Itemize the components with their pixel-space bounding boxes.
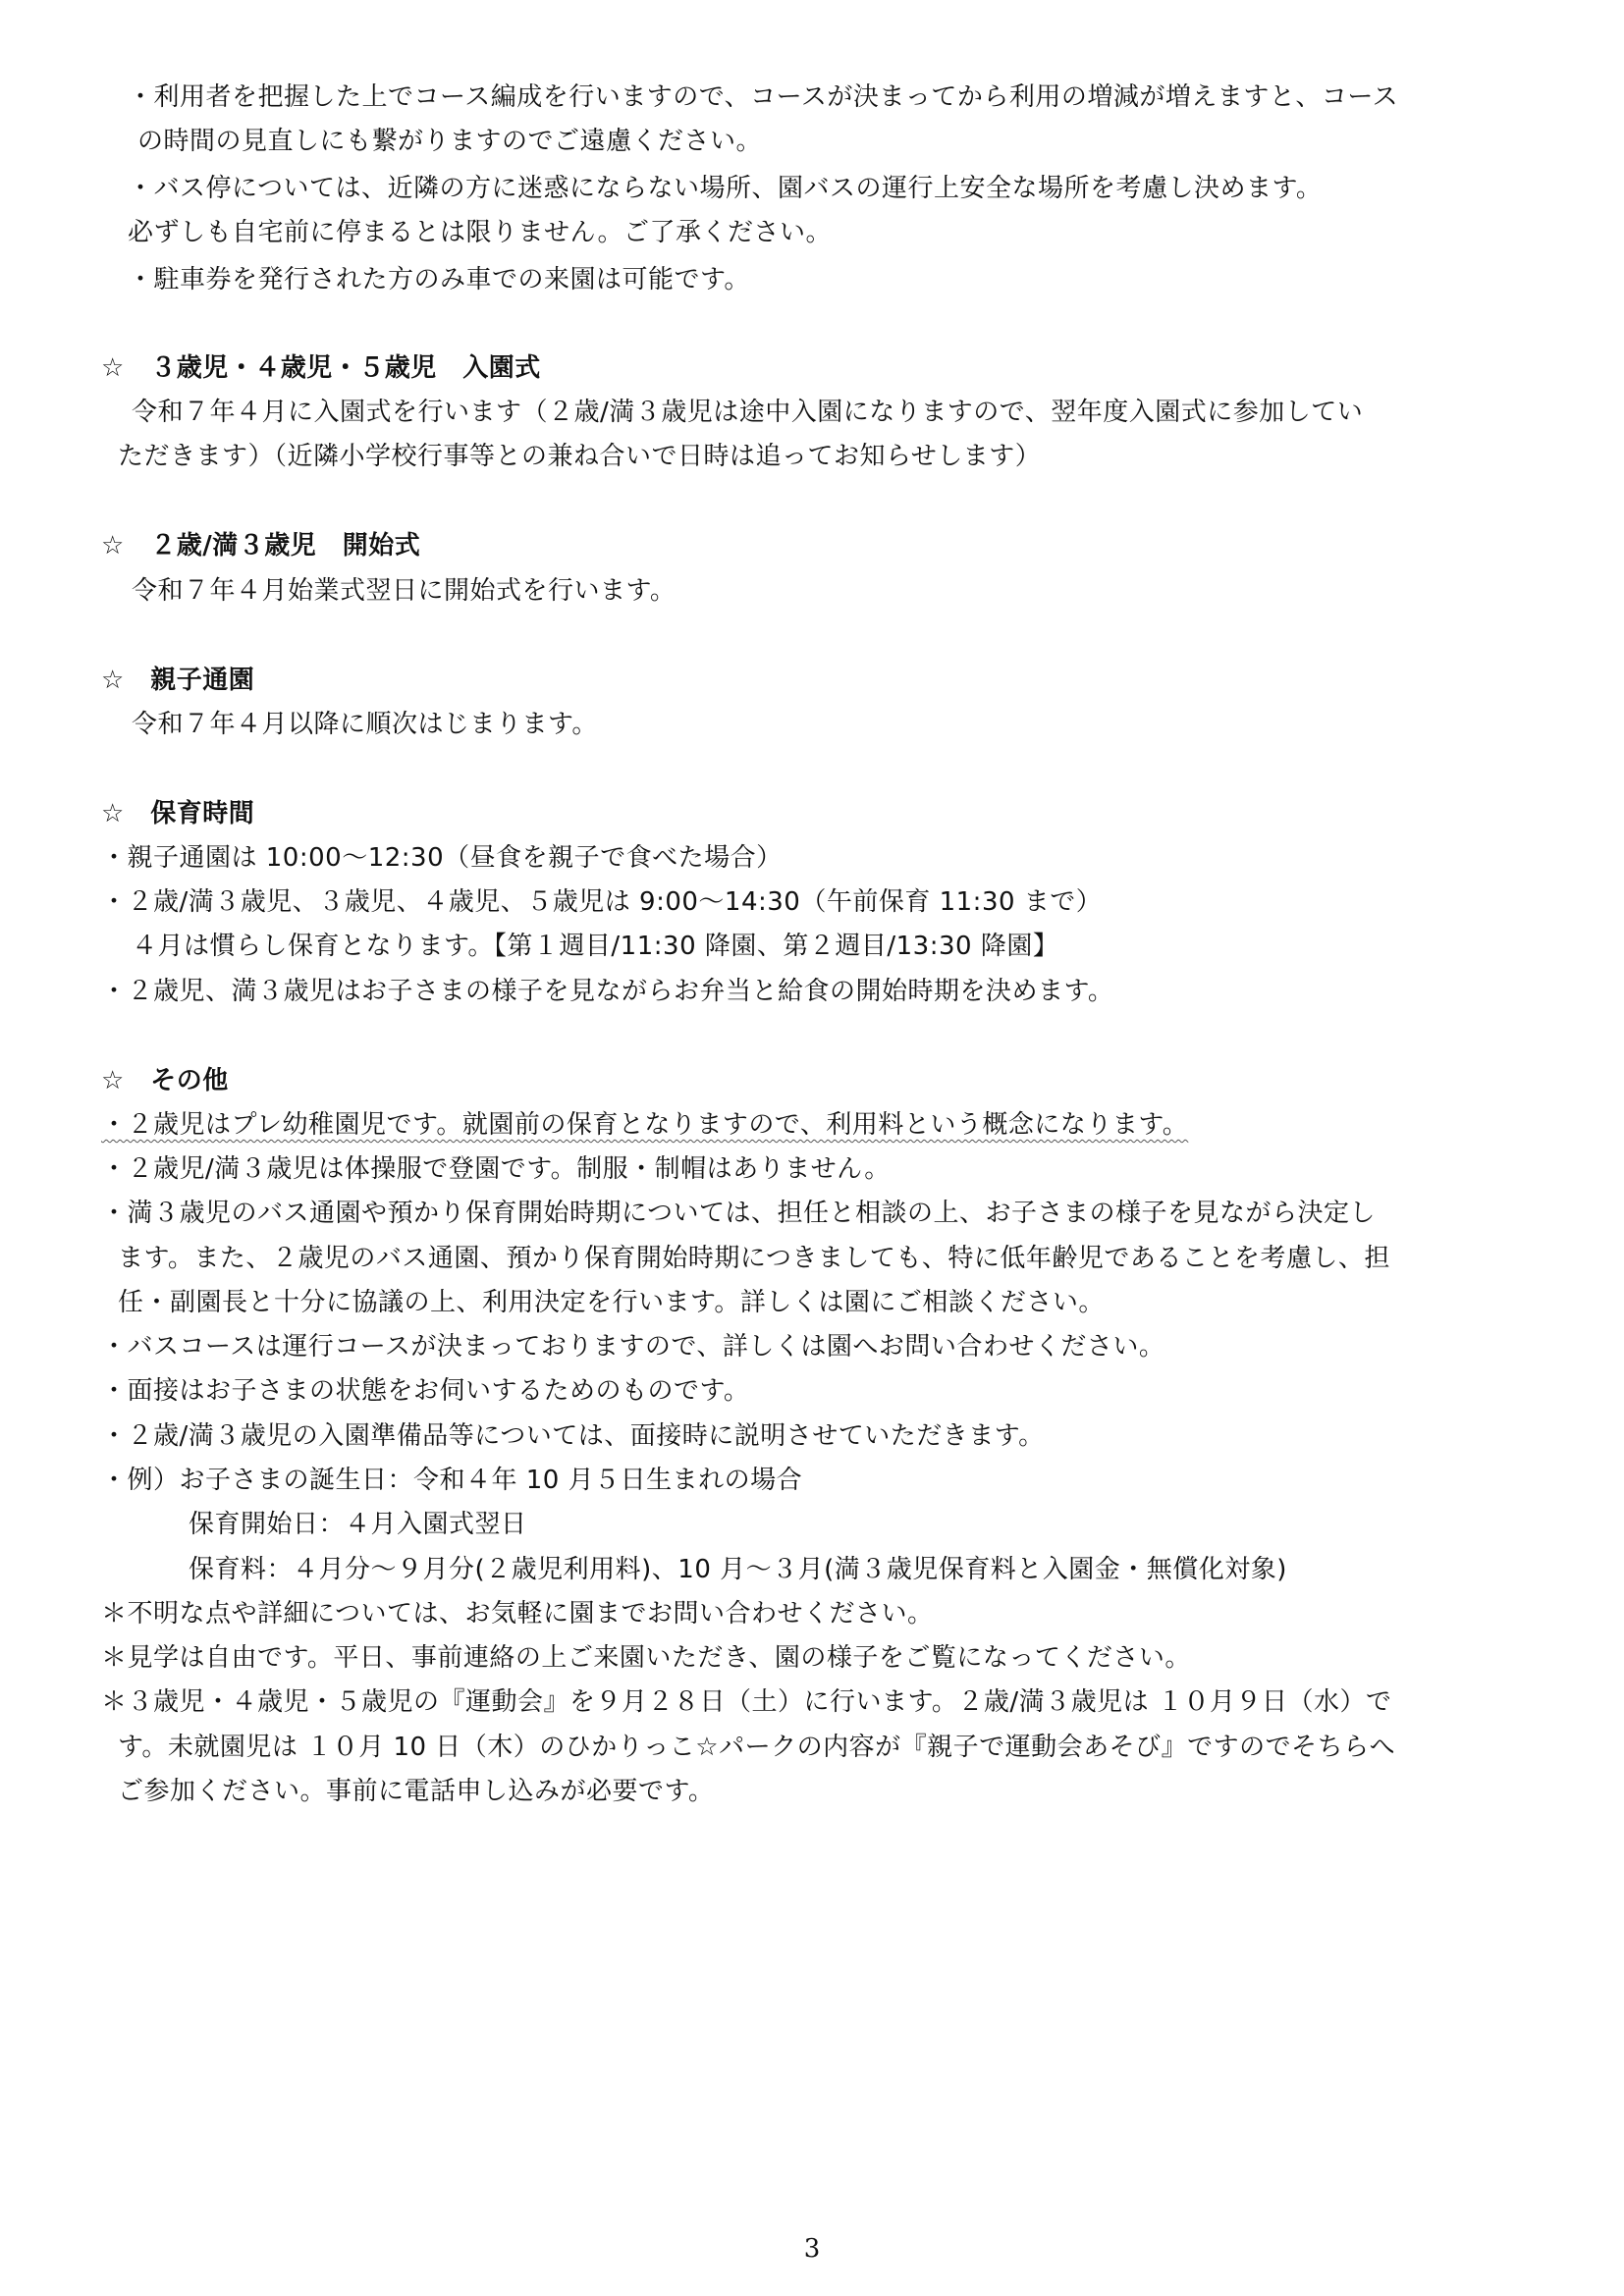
body-line: ・２歳児、満３歳児はお子さまの様子を見ながらお弁当と給食の開始時期を決めます。 [101, 977, 1114, 1006]
bus-note-line: ・駐車券を発行された方のみ車での来園は可能です。 [128, 265, 750, 294]
body-line: ＊不明な点や詳細については、お気軽に園までお問い合わせください。 [101, 1599, 934, 1629]
bus-note-line: ・利用者を把握した上でコース編成を行いますので、コースが決まってから利用の増減が増えますと、コース [128, 82, 1399, 112]
body-line: ４月は慣らし保育となります。【第１週目/11:30 降園、第２週目/13:30 降園】 [132, 932, 1059, 961]
body-line: ・２歳/満３歳児、３歳児、４歳児、５歳児は 9:00～14:30（午前保育 11:30 まで） [101, 887, 1103, 917]
bus-note-line: ・バス停については、近隣の方に迷惑にならない場所、園バスの運行上安全な場所を考慮し決めます。 [128, 174, 1323, 203]
body-line: ご参加ください。事前に電話申し込みが必要です。 [118, 1777, 715, 1806]
body-line: ・満３歳児のバス通園や預かり保育開始時期については、担任と相談の上、お子さまの様子を見ながら決定し [101, 1199, 1376, 1228]
body-line: 令和７年４月以降に順次はじまります。 [132, 710, 598, 739]
page-number: 3 [803, 2234, 821, 2264]
bus-note-line: の時間の見直しにも繋がりますのでご遠慮ください。 [137, 127, 763, 156]
body-line: 保育料：４月分～９月分(２歳児利用料)、10 月～３月(満３歳児保育料と入園金・無償化対象) [189, 1555, 1287, 1584]
body-line: 令和７年４月に入園式を行います（２歳/満３歳児は途中入園になりますので、翌年度入園式に参加してい [132, 398, 1364, 427]
section-heading-nyuenshiki: ☆ ３歳児・４歳児・５歳児 入園式 [101, 353, 541, 383]
body-line: ＊見学は自由です。平日、事前連絡の上ご来園いただき、園の様子をご覧になってください。 [101, 1643, 1191, 1673]
body-line [101, 1108, 1188, 1142]
body-line: ＊３歳児・４歳児・５歳児の『運動会』を９月２８日（土）に行います。２歳/満３歳児は １０月９日（水）で [101, 1687, 1392, 1717]
section-heading-kaishishiki: ☆ ２歳/満３歳児 開始式 [101, 531, 421, 561]
body-line: ます。また、２歳児のバス通園、預かり保育開始時期につきましても、特に低年齢児であることを考慮し、担 [118, 1244, 1390, 1273]
body-line: ・面接はお子さまの状態をお伺いするためのものです。 [101, 1376, 750, 1406]
section-heading-oyako: ☆ 親子通園 [101, 666, 255, 695]
body-line: ・２歳児/満３歳児は体操服で登園です。制服・制帽はありません。 [101, 1154, 891, 1184]
body-line: ・例）お子さまの誕生日：令和４年 10 月５日生まれの場合 [101, 1466, 803, 1495]
body-line: ・親子通園は 10:00～12:30（昼食を親子で食べた場合） [101, 843, 783, 873]
body-line: ただきます）（近隣小学校行事等との兼ね合いで日時は追ってお知らせします） [118, 442, 1042, 471]
body-line: 保育開始日：４月入園式翌日 [189, 1510, 527, 1539]
body-line: 任・副園長と十分に協議の上、利用決定を行います。詳しくは園にご相談ください。 [118, 1288, 1105, 1317]
body-line: 令和７年４月始業式翌日に開始式を行います。 [132, 576, 677, 606]
body-line: す。未就園児は １０月 10 日（木）のひかりっこ☆パークの内容が『親子で運動会あそび』ですのでそちらへ [118, 1733, 1396, 1762]
body-line: ・バスコースは運行コースが決まっておりますので、詳しくは園へお問い合わせください。 [101, 1332, 1165, 1362]
wavy-underlined-text: ・２歳児はプレ幼稚園児です。就園前の保育となりますので、利用料という概念になります。 [101, 1110, 1189, 1140]
section-heading-hoiku-jikan: ☆ 保育時間 [101, 799, 255, 828]
body-line: ・２歳/満３歳児の入園準備品等については、面接時に説明させていただきます。 [101, 1421, 1045, 1451]
section-heading-sonota: ☆ その他 [101, 1066, 229, 1095]
bus-note-line: 必ずしも自宅前に停まるとは限りません。ご了承ください。 [128, 218, 833, 247]
